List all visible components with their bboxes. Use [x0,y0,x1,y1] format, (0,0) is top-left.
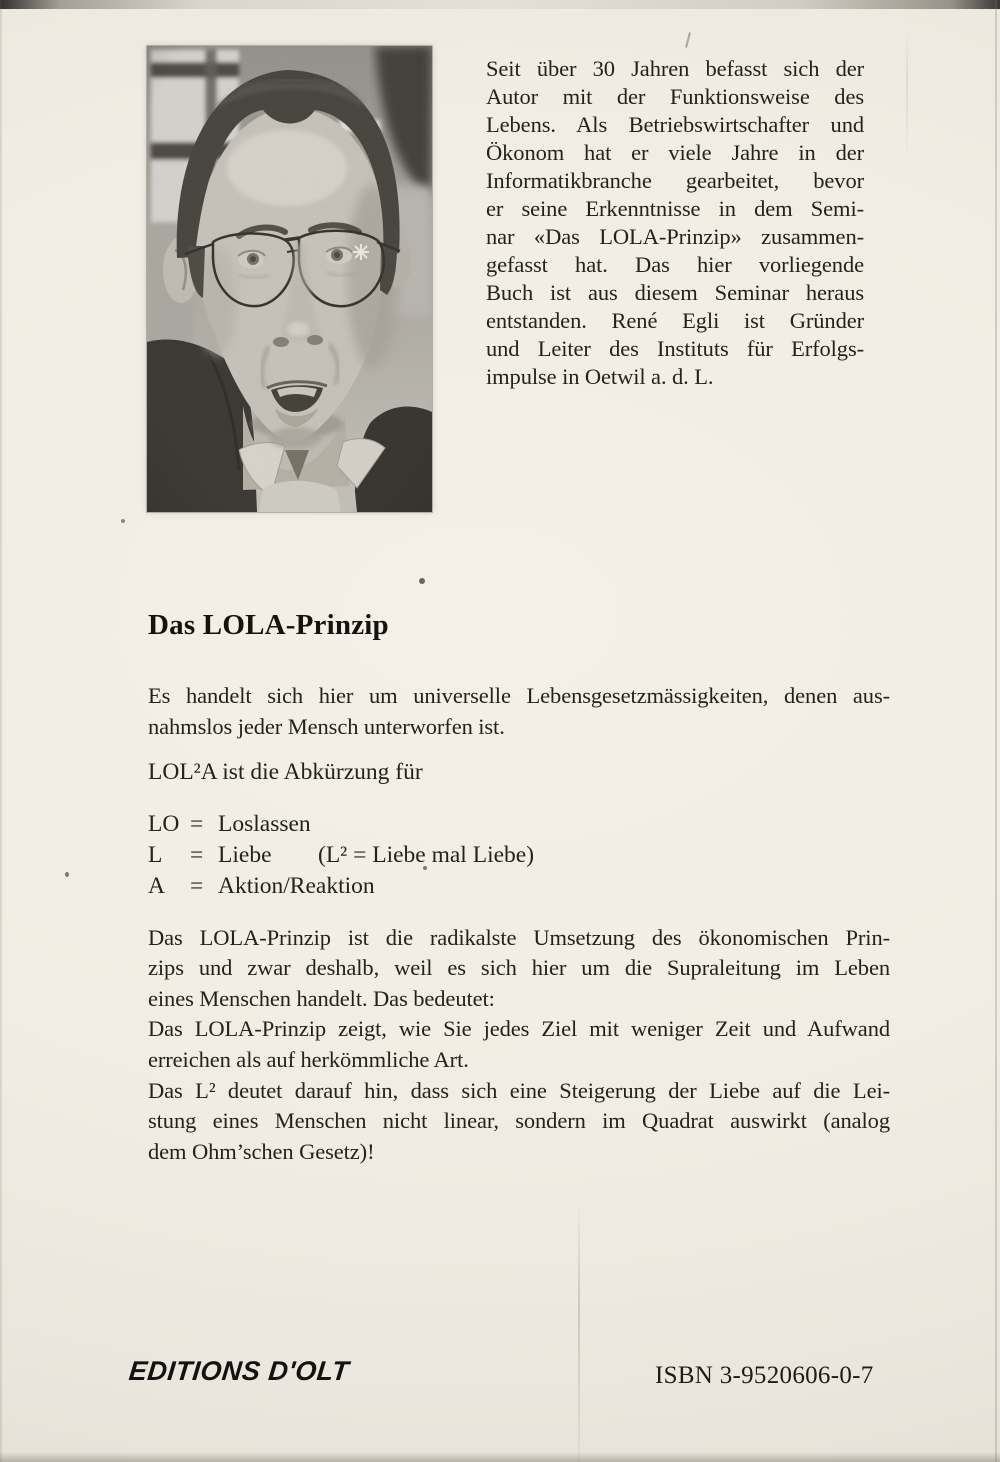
scan-edge-top [0,0,1000,9]
paper-crease [906,30,908,150]
definition-meaning: Loslassen [218,811,311,837]
author-photo [147,46,432,512]
definition-note: (L² = Liebe mal Liebe) [318,842,535,868]
paper-crease [578,1200,580,1462]
bio-line: Seit über 30 Jahren befasst sich der [486,56,864,81]
bio-line: er seine Erkenntnisse in dem Semi- [486,196,864,221]
scan-edge-bottom [0,1452,1000,1462]
paragraph-line: dem Ohm’schen Gesetz)! [148,1138,375,1164]
bio-line: entstanden. René Egli ist Gründer [486,308,864,333]
abbreviation-definitions [148,809,534,902]
intro-paragraph [148,681,890,742]
definition-abbr: L [148,842,163,868]
bio-line: gefasst hat. Das hier vorliegende [486,252,864,277]
definition-meaning: Aktion/Reaktion [218,873,375,899]
paragraph-line: Das L² deutet darauf hin, dass sich eine Steigerung der Liebe auf die Lei- [148,1078,890,1103]
definition-row [148,871,534,902]
bio-line: Ökonom hat er viele Jahre in der [486,140,864,165]
body-paragraph-2 [148,1076,890,1167]
scan-speck [419,578,425,584]
author-bio [486,55,864,391]
paragraph-line: nahmslos jeder Mensch unterworfen ist. [148,713,505,739]
bio-line: Buch ist aus diesem Seminar heraus [486,280,864,305]
scan-speck [65,872,69,877]
definition-meaning: Liebe [218,842,272,868]
paragraph-line: Das LOLA-Prinzip ist die radikalste Umsetzung des ökonomischen Prin- [148,925,890,950]
definition-abbr: LO [148,811,180,837]
scan-edge-left [0,0,3,1462]
publisher-logo: EDITIONS D'OLT [127,1356,351,1386]
definition-equals: = [190,842,204,868]
pencil-mark [685,32,691,48]
definition-row [148,840,534,871]
bio-line: und Leiter des Instituts für Erfolgs- [486,336,864,361]
paragraph-line: zips und zwar deshalb, weil es sich hier um die Supraleitung im Leben [148,955,890,981]
bio-line: impulse in Oetwil a. d. L. [486,364,714,389]
definition-row [148,809,534,840]
paragraph-line: stung eines Menschen nicht linear, sondern im Quadrat auswirkt (analog [148,1108,890,1134]
bio-line: Informatikbranche gearbeitet, bevor [486,168,864,193]
bio-line: Autor mit der Funktionsweise des [486,84,864,109]
definition-abbr: A [148,873,165,899]
paragraph-line: erreichen als auf herkömmliche Art. [148,1046,469,1072]
scan-edge-right [995,0,997,1462]
isbn: ISBN 3-9520606-0-7 [655,1362,874,1389]
bio-line: nar «Das LOLA-Prinzip» zusammen- [486,224,864,249]
definition-equals: = [190,873,204,899]
author-photo-illustration [147,46,432,512]
paragraph-line: eines Menschen handelt. Das bedeutet: [148,985,495,1011]
page-title: Das LOLA-Prinzip [148,609,389,641]
definition-equals: = [190,811,204,837]
scan-speck [121,519,125,523]
paragraph-line: Das LOLA-Prinzip zeigt, wie Sie jedes Ziel mit weniger Zeit und Aufwand [148,1016,890,1042]
bio-line: Lebens. Als Betriebswirtschafter und [486,112,864,137]
paragraph-line: Es handelt sich hier um universelle Lebensgesetzmässigkeiten, denen aus- [148,683,890,708]
abbreviation-intro: LOL²A ist die Abkürzung für [148,759,423,785]
body-paragraph-1 [148,923,890,1075]
